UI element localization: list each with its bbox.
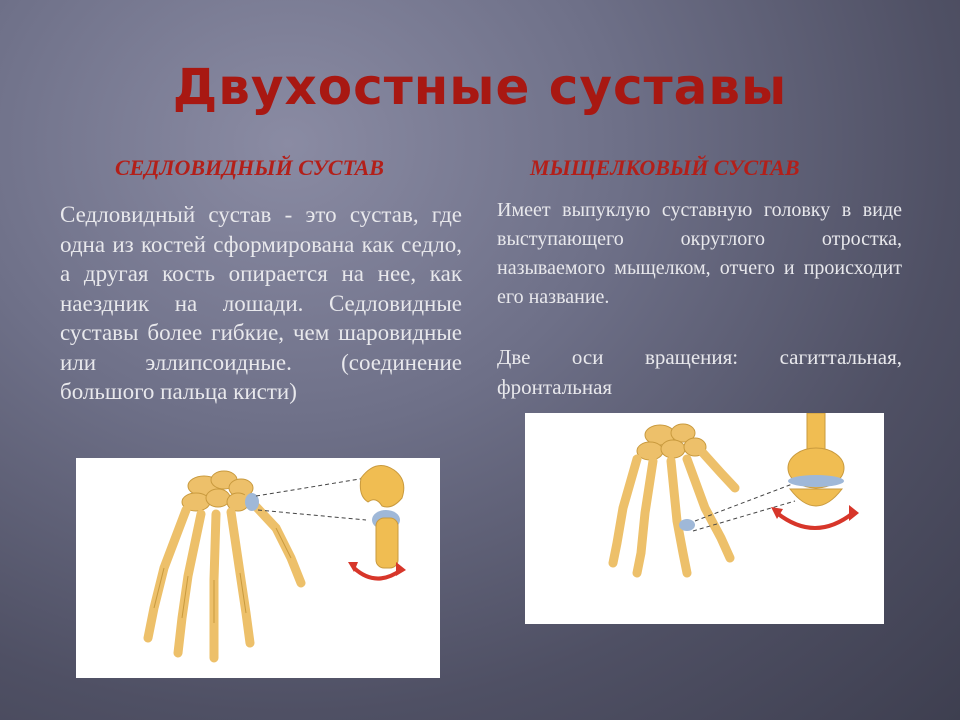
condylar-joint-closeup	[771, 413, 859, 528]
saddle-joint-description: Седловидный сустав - это сустав, где одна из костей сформирована как седло, а другая кость опирается на нее, как наездник на лошади. Седловидные суставы более гибкие, чем шаровидные или эллипсоидные. (соединение большого пальца кисти)	[60, 202, 462, 404]
saddle-joint-heading: СЕДЛОВИДНЫЙ СУСТАВ	[115, 155, 384, 180]
condylar-joint-text	[497, 196, 902, 312]
condylar-joint-axes	[497, 342, 902, 402]
condylar-joint-svg	[525, 413, 884, 624]
saddle-joint-text	[60, 200, 462, 407]
condylar-joint-description: Имеет выпуклую суставную головку в виде выступающего округлого отростка, называемого мыщелком, отчего и происходит его название.	[497, 199, 902, 308]
condylar-joint-axes-text: Две оси вращения: сагиттальная, фронтальная	[497, 345, 902, 399]
saddle-joint-svg	[76, 458, 440, 678]
condylar-joint-heading: МЫЩЕЛКОВЫЙ СУСТАВ	[530, 155, 800, 180]
slide-title: Двухостные суставы	[172, 58, 788, 116]
connector-lines	[256, 478, 366, 520]
hand-bones	[613, 424, 735, 573]
saddle-joint-closeup	[348, 466, 406, 579]
saddle-joint-hand-illustration	[76, 458, 440, 678]
hand-bones	[148, 471, 301, 658]
condylar-joint-hand-illustration	[525, 413, 884, 624]
